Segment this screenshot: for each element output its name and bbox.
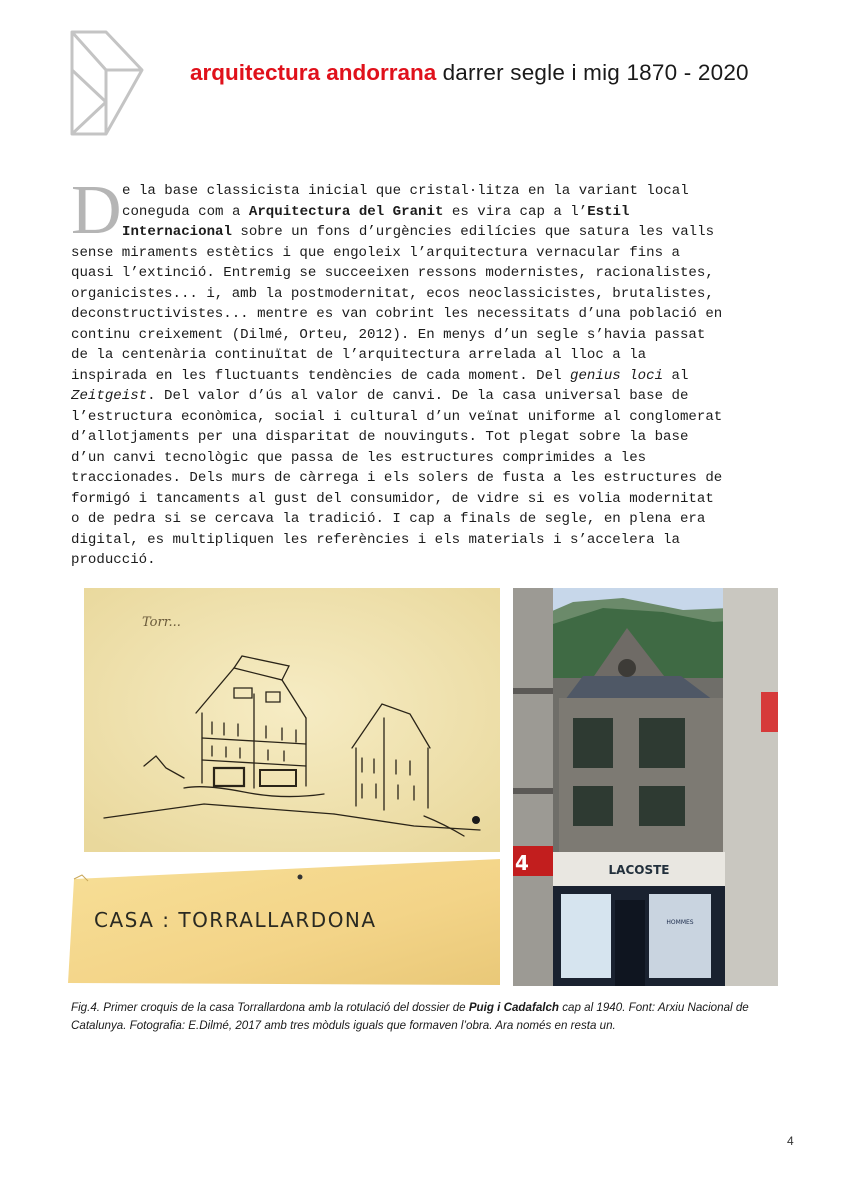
shop-sign: LACOSTE [608, 863, 670, 877]
title-brand: arquitectura andorrana [190, 60, 437, 85]
drop-cap: D [71, 172, 122, 249]
sketch-note: Torr... [142, 615, 181, 630]
body-line: d’allotjaments per una disparitat de nouvinguts. Tot plegat sobre la base [71, 429, 689, 445]
body-line: quasi l’extinció. Entremig se succeeixen ressons modernistes, racionalistes, [71, 265, 714, 281]
label-text: CASA : TORRALLARDONA [94, 908, 377, 932]
body-line: producció. [71, 552, 156, 568]
logo-icon [70, 30, 144, 136]
body-line: e la base classicista inicial que cristal·litza en la variant local [122, 183, 689, 199]
body-line: digital, es multipliquen les referències i els materials i s’accelera la [71, 531, 680, 548]
shop-number: 4 [515, 851, 529, 875]
term-zeitgeist: Zeitgeist [71, 388, 148, 404]
body-line: sense miraments estètics i que engoleix l’arquitectura vernacular fins a [71, 244, 680, 261]
poster-text: HOMMES [666, 919, 694, 926]
body-line: Internacional sobre un fons d’urgències edilícies que satura les valls [122, 224, 715, 240]
caption-bold-name: Puig i Cadafalch [468, 1001, 560, 1014]
body-line: o de pedra si se cercava la tradició. I cap a finals de segle, en plena era [71, 511, 706, 527]
sketch-image [84, 588, 500, 852]
body-paragraph [71, 181, 798, 571]
term-granit: Arquitectura del Granit [248, 203, 444, 220]
body-line: Zeitgeist. Del valor d’ús al valor de canvi. De la casa universal base de [71, 388, 689, 404]
body-line: traccionades. Dels murs de càrrega i els solers de fusta a les estructures de [71, 470, 723, 486]
body-line: continu creixement (Dilmé, Orteu, 2012). En menys d’un segle s’havia passat [71, 326, 706, 343]
body-line: de la centenària continuïtat de l’arquitectura arrelada al lloc a la [71, 347, 647, 363]
term-estil: Estil [587, 203, 630, 220]
street-photo [513, 588, 778, 986]
term-internacional: Internacional [122, 224, 232, 240]
body-line: formigó i tancaments al gust del consumidor, de vidre si es volia modernitat [71, 490, 714, 507]
body-line: deconstructivistes... mentre es van cobrint les necessitats d’una població en [71, 306, 723, 322]
term-genius-loci: genius loci [570, 367, 664, 384]
body-line: organicistes... i, amb la postmodernitat, ecos neoclassicistes, brutalistes, [71, 285, 714, 302]
label-strip-image [68, 857, 500, 985]
document-title [190, 60, 749, 86]
body-line: l’estructura econòmica, social i cultural d’un veïnat uniforme al conglomerat [71, 408, 723, 425]
body-line: coneguda com a Arquitectura del Granit es vira cap a l’Estil [122, 203, 630, 220]
figure-caption: Fig.4. Primer croquis de la casa Torrallardona amb la rotulació del dossier de Puig i Cadafalch cap al 1940. Font: Arxiu Nacional de Catalunya. Fotografia: E.Dilmé, 2017 amb tres mòduls iguals que formaven l’obra. Ara només en resta un. [71, 1001, 749, 1032]
page-number: 4 [787, 1134, 794, 1148]
body-line: inspirada en les fluctuants tendències de cada moment. Del genius loci al [71, 367, 689, 384]
body-line: d’un canvi tecnològic que passa de les estructures comprimides a les [71, 449, 647, 466]
title-subtitle: darrer segle i mig 1870 - 2020 [442, 60, 749, 85]
